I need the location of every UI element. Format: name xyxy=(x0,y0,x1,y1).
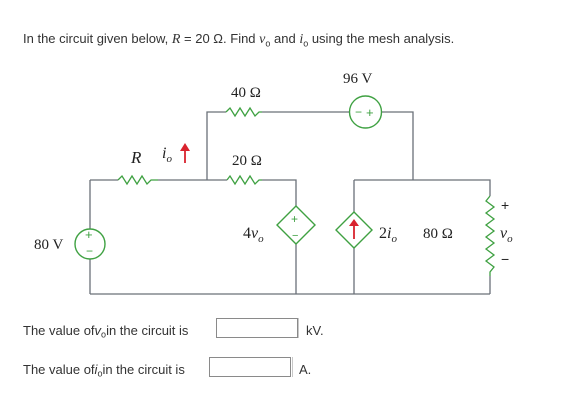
svg-text:+: + xyxy=(366,105,374,120)
answer-vo-symbol: v xyxy=(94,323,102,339)
svg-text:−: − xyxy=(292,230,299,242)
wire-96v-right xyxy=(382,112,413,180)
svg-text:+: + xyxy=(291,212,299,226)
answer-io-symbol: i xyxy=(94,362,98,378)
answer-vo-prefix: The value of xyxy=(23,323,95,339)
label-io: $i_o$ xyxy=(162,145,172,165)
wire-junction-up xyxy=(207,112,226,180)
voltage-source-96v xyxy=(350,96,382,128)
wire-right-top xyxy=(354,180,490,196)
dependent-current-source xyxy=(336,212,372,248)
voltage-source-80v xyxy=(75,227,105,259)
io-unit: A. xyxy=(299,362,312,377)
question-r-value: = 20 Ω. Find xyxy=(180,31,260,46)
label-vo-minus: − xyxy=(501,251,510,267)
answer-io-suffix: in the circuit is xyxy=(102,362,185,378)
vo-unit: kV. xyxy=(306,323,324,338)
label-80-v: 80 V xyxy=(34,237,64,253)
label-vo-plus: + xyxy=(501,197,510,213)
svg-text:+: + xyxy=(85,227,93,242)
question-and: and xyxy=(270,31,300,46)
answer-vo-sub: o xyxy=(101,329,107,340)
label-vo: $v_o$ xyxy=(500,225,513,245)
vo-answer-input[interactable] xyxy=(216,318,298,338)
wire-20-right xyxy=(262,180,296,206)
question-vo-sub: o xyxy=(265,38,271,49)
io-answer-input[interactable] xyxy=(209,357,291,377)
question-prefix: In the circuit given below, xyxy=(23,31,172,46)
label-4vo: $4v_o$ xyxy=(243,225,264,245)
svg-text:−: − xyxy=(86,244,94,258)
svg-text:−: − xyxy=(355,105,363,119)
label-2io: $2i_o$ xyxy=(379,225,397,245)
answer-vo-suffix: in the circuit is xyxy=(106,323,189,339)
question-io-symbol: i xyxy=(299,32,304,47)
label-80-ohm: 80 Ω xyxy=(423,226,453,242)
question-vo-symbol: v xyxy=(259,32,266,47)
divider xyxy=(292,357,293,377)
dependent-voltage-source xyxy=(277,206,315,244)
label-96-v: 96 V xyxy=(343,71,373,87)
label-r: R xyxy=(131,148,142,167)
io-arrow-icon xyxy=(180,143,190,163)
answer-row-vo xyxy=(23,322,188,340)
question-suffix: using the mesh analysis. xyxy=(308,31,455,46)
label-20-ohm: 20 Ω xyxy=(232,153,262,169)
resistor-20 xyxy=(227,176,262,184)
resistor-80 xyxy=(486,196,494,276)
answer-row-io xyxy=(23,361,185,379)
resistor-r xyxy=(118,176,158,184)
resistor-40 xyxy=(226,108,262,116)
label-40-ohm: 40 Ω xyxy=(231,85,261,101)
answer-io-prefix: The value of xyxy=(23,362,95,378)
answer-io-sub: o xyxy=(97,368,103,379)
question-r-symbol: R xyxy=(171,32,181,47)
question-io-sub: o xyxy=(303,38,309,49)
divider xyxy=(298,318,299,338)
